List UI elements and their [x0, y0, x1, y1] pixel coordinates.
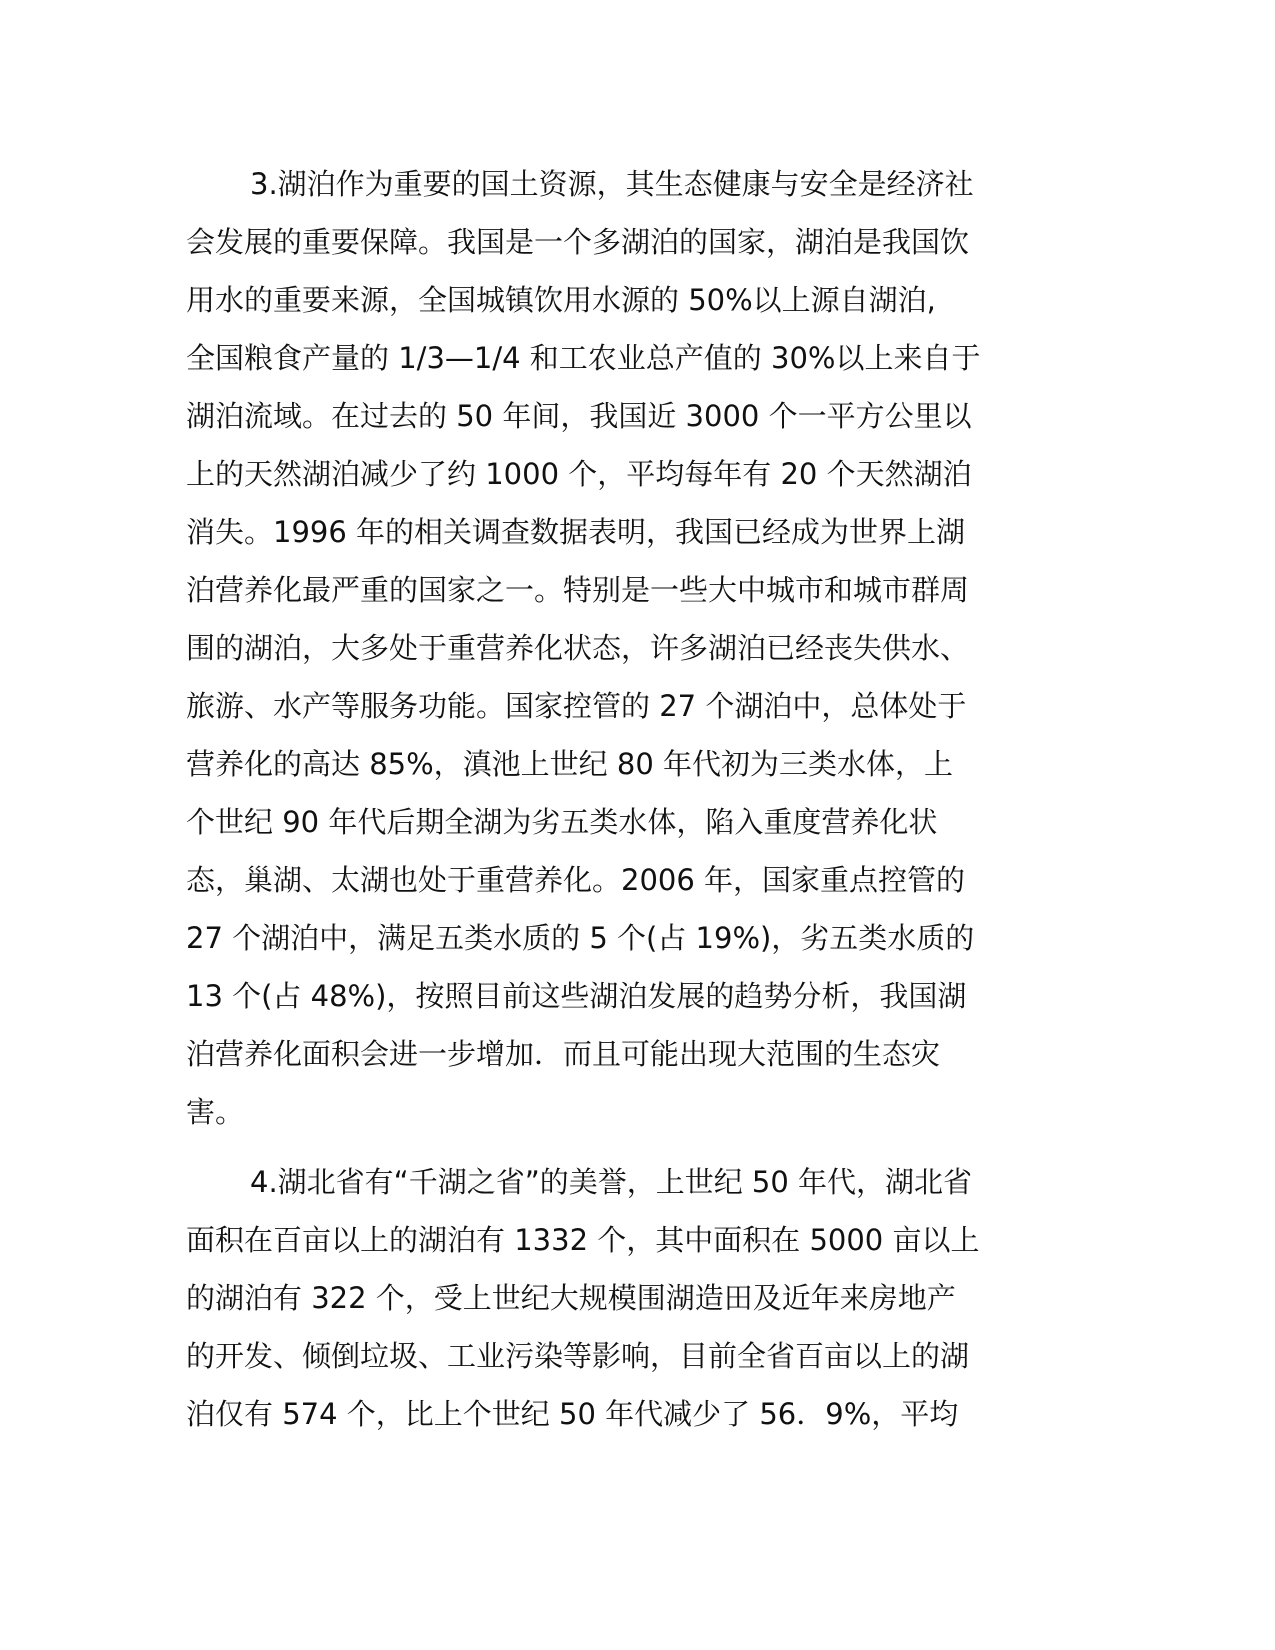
paragraph-line: 态，巢湖、太湖也处于重营养化。2006 年，国家重点控管的	[186, 863, 966, 897]
paragraph-line: 泊营养化面积会进一步增加．而且可能出现大范围的生态灾	[186, 1037, 941, 1071]
paragraph-line: 围的湖泊，大多处于重营养化状态，许多湖泊已经丧失供水、	[186, 631, 970, 665]
paragraph-4	[186, 1153, 1080, 1443]
paragraph-line: 泊仅有 574 个，比上个世纪 50 年代减少了 56．9%，平均	[186, 1397, 959, 1431]
paragraph-line: 的开发、倾倒垃圾、工业污染等影响，目前全省百亩以上的湖	[186, 1339, 970, 1373]
paragraph-line: 泊营养化最严重的国家之一。特别是一些大中城市和城市群周	[186, 573, 970, 607]
paragraph-line: 13 个(占 48%)，按照目前这些湖泊发展的趋势分析，我国湖	[186, 979, 967, 1013]
paragraph-line: 27 个湖泊中，满足五类水质的 5 个(占 19%)，劣五类水质的	[186, 921, 975, 955]
paragraph-line: 营养化的高达 85%，滇池上世纪 80 年代初为三类水体，上	[186, 747, 954, 781]
paragraph-3	[186, 155, 1080, 1141]
paragraph-line: 会发展的重要保障。我国是一个多湖泊的国家，湖泊是我国饮	[186, 225, 970, 259]
paragraph-line: 3.湖泊作为重要的国土资源，其生态健康与安全是经济社	[250, 167, 974, 201]
paragraph-line: 全国粮食产量的 1/3—1/4 和工农业总产值的 30%以上来自于	[186, 341, 981, 375]
paragraph-line: 面积在百亩以上的湖泊有 1332 个，其中面积在 5000 亩以上	[186, 1223, 980, 1257]
paragraph-line: 害。	[186, 1095, 245, 1129]
paragraph-line: 个世纪 90 年代后期全湖为劣五类水体，陷入重度营养化状	[186, 805, 938, 839]
paragraph-line: 湖泊流域。在过去的 50 年间，我国近 3000 个一平方公里以	[186, 399, 972, 433]
paragraph-line: 4.湖北省有“千湖之省”的美誉，上世纪 50 年代，湖北省	[250, 1165, 973, 1199]
paragraph-line: 用水的重要来源，全国城镇饮用水源的 50%以上源自湖泊,	[186, 283, 936, 317]
paragraph-line: 上的天然湖泊减少了约 1000 个，平均每年有 20 个天然湖泊	[186, 457, 972, 491]
paragraph-line: 消失。1996 年的相关调查数据表明，我国已经成为世界上湖	[186, 515, 966, 549]
paragraph-line: 的湖泊有 322 个，受上世纪大规模围湖造田及近年来房地产	[186, 1281, 956, 1315]
paragraph-line: 旅游、水产等服务功能。国家控管的 27 个湖泊中，总体处于	[186, 689, 967, 723]
